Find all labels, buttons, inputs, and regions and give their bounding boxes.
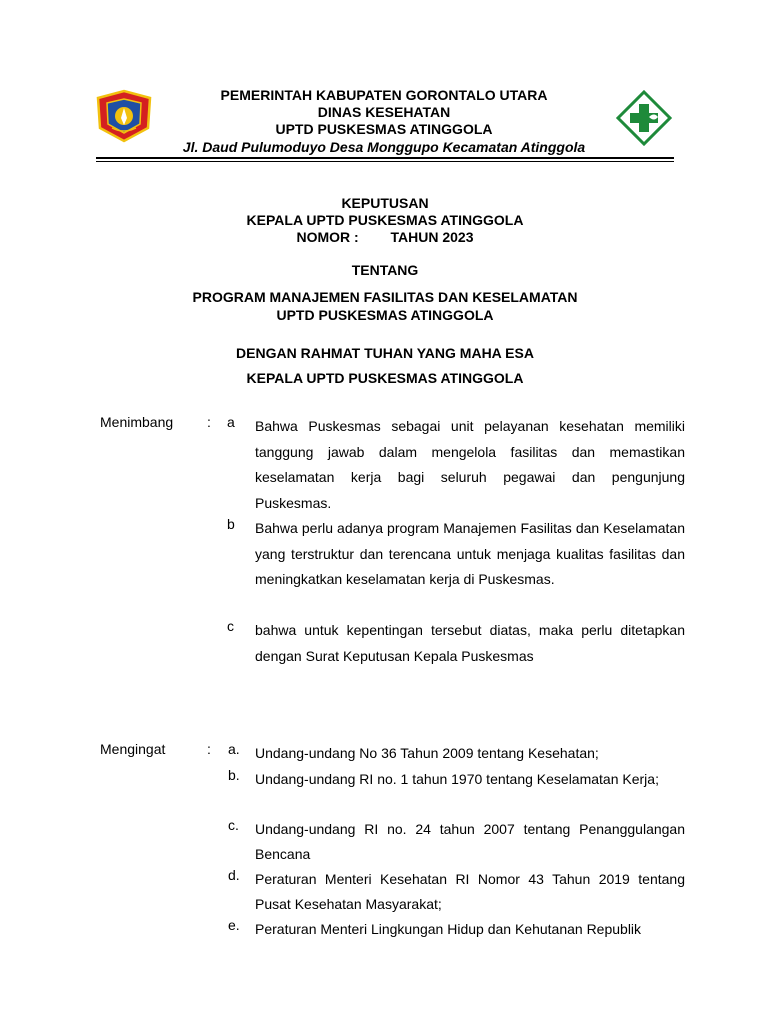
menimbang-item-text: Bahwa Puskesmas sebagai unit pelayanan kesehatan memiliki tanggung jawab dalam mengelola fasilitas dan memastikan keselamatan kerja bagi seluruh pegawai dan pengunjung Puskesmas. — [255, 418, 685, 511]
mengingat-label: Mengingat — [100, 741, 166, 757]
regency-emblem-icon — [94, 88, 154, 144]
mengingat-item-text: Peraturan Menteri Kesehatan RI Nomor 43 Tahun 2019 tentang Pusat Kesehatan Masyarakat; — [255, 871, 685, 912]
decree-title: KEPUTUSAN — [341, 195, 429, 211]
decree-issuer: KEPALA UPTD PUSKESMAS ATINGGOLA — [246, 212, 524, 228]
mengingat-item-text: Undang-undang RI no. 1 tahun 1970 tentang Keselamatan Kerja; — [255, 771, 659, 787]
letterhead-government: PEMERINTAH KABUPATEN GORONTALO UTARA — [220, 87, 548, 103]
decree-number — [96, 229, 674, 246]
menimbang-item-text: bahwa untuk kepentingan tersebut diatas, maka perlu ditetapkan dengan Surat Keputusan Kepala Puskesmas — [255, 622, 685, 664]
menimbang-item-text: Bahwa perlu adanya program Manajemen Fasilitas dan Keselamatan yang terstruktur dan terencana untuk menjaga kualitas fasilitas dan meningkatkan keselamatan kerja di Puskesmas. — [255, 520, 685, 587]
decree-blessing: DENGAN RAHMAT TUHAN YANG MAHA ESA — [236, 345, 534, 361]
mengingat-item-marker: a. — [228, 741, 240, 757]
mengingat-colon: : — [207, 741, 211, 757]
decree-subject-line1: PROGRAM MANAJEMEN FASILITAS DAN KESELAMATAN — [192, 289, 578, 305]
health-cross-icon — [616, 90, 672, 146]
letterhead-office: DINAS KESEHATAN — [317, 104, 451, 120]
letterhead — [150, 87, 618, 156]
decree-year: TAHUN 2023 — [390, 229, 474, 245]
menimbang-item-marker: a — [227, 414, 235, 430]
letterhead-unit: UPTD PUSKESMAS ATINGGOLA — [275, 121, 493, 137]
menimbang-label: Menimbang — [100, 414, 174, 430]
mengingat-item-marker: e. — [228, 917, 240, 933]
decree-subject — [96, 288, 674, 324]
decree-head: KEPALA UPTD PUSKESMAS ATINGGOLA — [246, 370, 524, 386]
letterhead-rule — [96, 157, 674, 159]
mengingat-item-text: Undang-undang No 36 Tahun 2009 tentang Kesehatan; — [255, 745, 599, 761]
mengingat-item-marker: b. — [228, 767, 240, 783]
decree-number-label: NOMOR : — [296, 229, 359, 245]
decree-subject-line2: UPTD PUSKESMAS ATINGGOLA — [276, 307, 494, 323]
letterhead-rule-thin — [96, 161, 674, 162]
mengingat-item-marker: c. — [228, 817, 239, 833]
decree-about: TENTANG — [351, 262, 419, 278]
letterhead-address: Jl. Daud Pulumoduyo Desa Monggupo Kecamatan Atinggola — [182, 139, 586, 155]
menimbang-item-marker: b — [227, 516, 235, 532]
decree-title-block — [96, 195, 674, 246]
menimbang-item-marker: c — [227, 618, 234, 634]
mengingat-item-text: Undang-undang RI no. 24 tahun 2007 tentang Penanggulangan Bencana — [255, 821, 685, 862]
menimbang-colon: : — [207, 414, 211, 430]
mengingat-item-marker: d. — [228, 867, 240, 883]
mengingat-item-text: Peraturan Menteri Lingkungan Hidup dan Kehutanan Republik — [255, 921, 642, 937]
